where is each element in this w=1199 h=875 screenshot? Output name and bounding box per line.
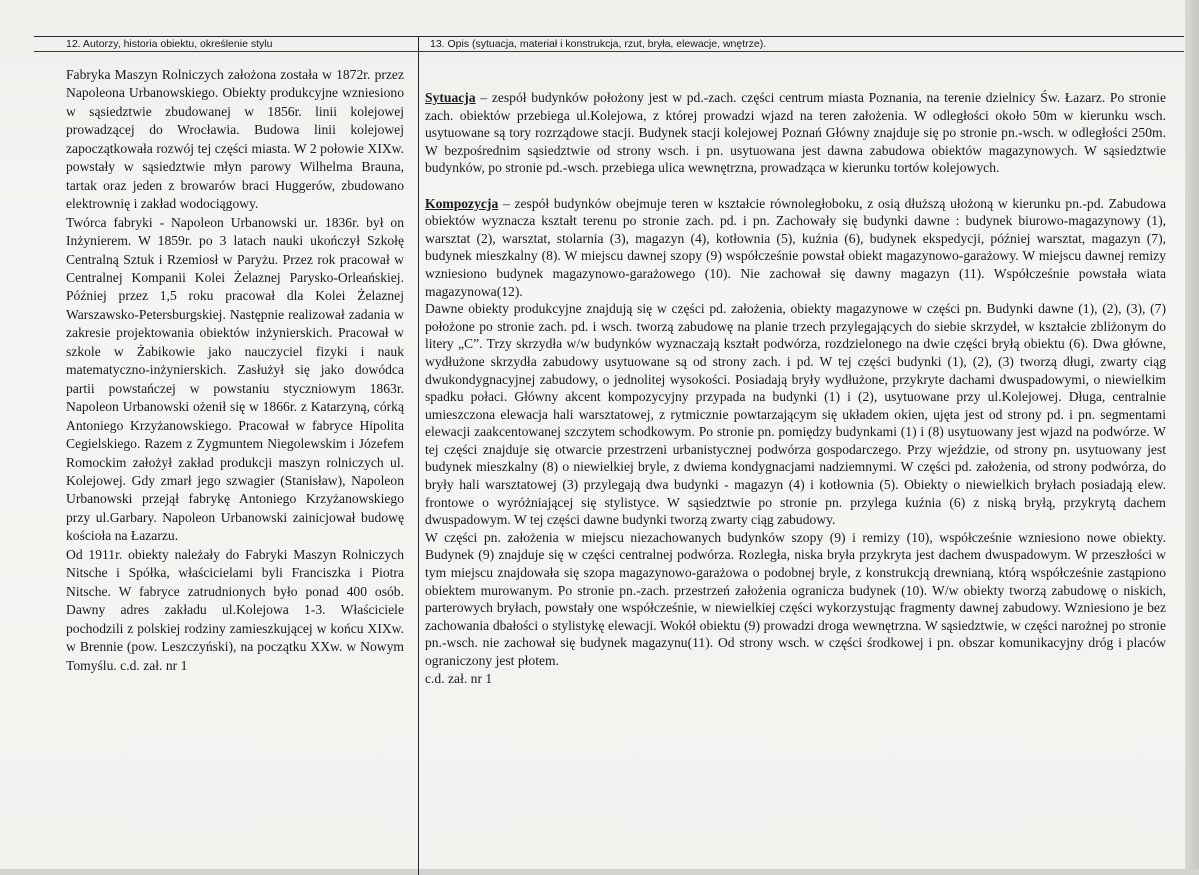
description-column bbox=[425, 89, 1166, 687]
layout-paragraph: Dawne obiekty produkcyjne znajdują się w części pd. założenia, obiekty magazynowe w części pn. Budynki dawne (1), (2), (3), (7) położone po stronie zach. pd. i wsch. tworzą zabudowę na planie trzech przylegających do siebie skrzydeł, w kształcie zbliżonym do litery „C”. Trzy skrzydła w/w budynków wyznaczają kształt podwórza, rozdzielonego na dwie części bryłą obiektu (6). Dwa główne, wydłużone skrzydła zabudowy usytuowane są od strony zach. i pd. W tej części budynki (1), (2), (3) tworzą długi, zwarty ciąg dwukondygnacyjnej zabudowy, o jednolitej wysokości. Posiadają bryły wydłużone, przykryte dachami dwuspadowymi, o niewielkim spadku połaci. Główny akcent kompozycyjny przypada na budynki (1) i (2), usytuowane przy ul.Kolejowej. Długa, centralnie umieszczona elewacja hali warsztatowej, z rytmicznie powtarzającym się układem okien, ujęta jest od strony pd. i pn. segmentami elewacji zaakcentowanej szczytem schodkowym. Po stronie pn. pomiędzy budynkami (1) i (8) usytuowany jest wjazd na podwórze. W tej części znajduje się otwarcie przestrzeni urbanistycznej podwórza gospodarczego. Przy wjeździe, od strony pn. usytuowany jest budynek mieszkalny (8) o niewielkiej bryle, z dwiema kondygnacjami nadziemnymi. W części pd. założenia, od strony podwórza, do bryły hali warsztatowej (3) przylegają dwa budynki - magazyn (4) i kotłownia (5). Obiekty o niewielkich bryłach posiadają elew. frontowe o wyróżniającej się stylistyce. W sąsiedztwie po stronie pn. przylega kuźnia (6) z niską bryłą, przykrytą dachem dwuspadowym. W tej części dawne budynki tworzą zwarty ciąg zabudowy. bbox=[425, 301, 1166, 528]
header-rule bbox=[34, 51, 1184, 52]
top-rule bbox=[34, 36, 1184, 37]
history-paragraph-founder: Twórca fabryki - Napoleon Urbanowski ur. 1836r. był on Inżynierem. W 1859r. po 3 latach nauki ukończył Szkołę Centralną Sztuk i Rzemiosł w Paryżu. Przez rok pracował w Centralnej Kompanii Kolei Żelaznej Parysko-Orleańskiej. Później przez 1,5 roku pracował dla Kolei Żelaznej Warszawsko-Petersburgskiej. Następnie realizował zadania w zakresie projektowania obiektów inżynierskich. Pracował w szkole w Żabikowie jako nauczyciel fizyki i nauk matematyczno-inżynierskich. Zasłużył się jako dowódca partii powstańczej w powstaniu styczniowym 1863r. Napoleon Urbanowski ożenił się w 1866r. z Katarzyną, córką Antoniego Krzyżanowskiego. Pracował w fabryce Hipolita Cegielskiego. Razem z Zygmuntem Niegolewskim i Józefem Romockim założył zakład produkcji maszyn rolniczych ul. Kolejowej. Gdy zmarł jego szwagier (Stanisław), Napoleon Urbanowski przejął fabrykę Antoniego Krzyżanowskiego przy ul.Garbary. Napoleon Urbanowski zainicjował budowę kościoła na Łazarzu. bbox=[66, 214, 404, 544]
history-paragraph-founding: Fabryka Maszyn Rolniczych założona została w 1872r. przez Napoleona Urbanowskiego. Obiekty produkcyjne wzniesiono w sąsiedztwie zbudowanej w 1856r. linii kolejowej prowadzącej do Wrocławia. Budowa linii kolejowej zapoczątkowała rozwój tej części miasta. W 2 połowie XIXw. powstały w sąsiedztwie młyn parowy Wilhelma Brauna, tartak oraz jeden z browarów braci Huggerów, zbudowano elektrownię i zakład wodociągowy. bbox=[66, 67, 404, 212]
section-13-header: 13. Opis (sytuacja, materiał i konstrukcja, rzut, bryła, elewacje, wnętrze). bbox=[430, 38, 767, 50]
column-divider bbox=[418, 36, 419, 875]
history-column bbox=[66, 66, 404, 675]
situation-paragraph bbox=[425, 89, 1166, 177]
situation-text: – zespół budynków położony jest w pd.-zach. części centrum miasta Poznania, na terenie dzielnicy Św. Łazarz. Po stronie zach. obiektów przebiega ul.Kolejowa, z której prowadzi wjazd na teren założenia. W odległości około 50m w kierunku wsch. usytuowane są tory rozrządowe stacji. Budynek stacji kolejowej Poznań Główny znajduje się po stronie pn.-wsch. w odległości 250m. W bezpośrednim sąsiedztwie od strony wsch. i pn. usytuowana jest dawna zabudowa obiektów magazynowych. W sąsiedztwie budynków, po stronie pd.-wsch. przebiega ulica wewnętrzna, prowadząca w kierunku tortów kolejowych. bbox=[425, 90, 1166, 176]
north-part-paragraph: W części pn. założenia w miejscu niezachowanych budynków szopy (9) i remizy (10), współcześnie wzniesiono nowe obiekty. Budynek (9) znajduje się w części centralnej podwórza. Rozległa, niska bryła przykryta jest dachem dwuspadowym. W przeszłości w tym miejscu znajdowała się szopa magazynowo-garażowa o podobnej bryle, z konstrukcją drewnianą, którą współcześnie zastąpiono obiektem murowanym. Po stronie pn.-zach. przestrzeń założenia ogranicza budynek (10). W/w obiekty tworzą zabudowę o niskich, parterowych bryłach, powstały one współcześnie, w niewielkiej części wykorzystując fragmenty dawnej zabudowy. Wzniesiono je bez zachowania dbałości o stylistykę elewacji. Wokół obiektu (9) prowadzi droga wewnętrzna. W sąsiedztwie, w części narożnej po stronie pn.-wsch. nie zachował się budynek magazynu(11). Od strony wsch. w części środkowej i pn. obszar komunikacyjny dróg i placów ograniczony jest płotem. bbox=[425, 529, 1166, 668]
continuation-note: c.d. zał. nr 1 bbox=[425, 670, 493, 686]
composition-paragraph bbox=[425, 195, 1166, 301]
scan-edge-bottom bbox=[0, 869, 1199, 875]
scan-edge-right bbox=[1185, 0, 1199, 875]
composition-heading: Kompozycja bbox=[425, 195, 499, 211]
history-paragraph-owners: Od 1911r. obiekty należały do Fabryki Maszyn Rolniczych Nitsche i Spółka, właścicielami byli Franciszka i Piotra Nitsche. W fabryce zatrudnionych było ponad 400 osób. Dawny adres zakładu ul.Kolejowa 1-3. Właściciele pochodzili z polskiej rodziny zamieszkującej w końcu XIXw. w Brennie (pow. Leszczyński), na początku XXw. w Nowym Tomyślu. c.d. zał. nr 1 bbox=[66, 546, 404, 673]
composition-text: – zespół budynków obejmuje teren w kształcie równoległoboku, z osią dłuższą ułożoną w kierunku pn.-pd. Zabudowa obiektów wyznacza kształt terenu po stronie zach. pd. i pn. Zachowały się budynki dawne : budynek biurowo-magazynowy (1), warsztat (2), warsztat, stolarnia (3), magazyn (4), kotłownia (5), kuźnia (6), budynek ekspedycji, później warsztat, magazyn (7), budynek mieszkalny (8). W miejscu dawnej szopy (9) współcześnie powstał obiekt magazynowo-garażowy. W miejscu dawnej remizy wzniesiono budynek magazynowo-garażowego (10). Nie zachował się dawny magazyn (11). Współcześnie powstała wiata magazynowa(12). bbox=[425, 195, 1166, 299]
situation-heading: Sytuacja bbox=[425, 90, 476, 105]
paragraph-gap bbox=[425, 177, 1166, 195]
section-12-header: 12. Autorzy, historia obiektu, określenie stylu bbox=[66, 38, 273, 50]
